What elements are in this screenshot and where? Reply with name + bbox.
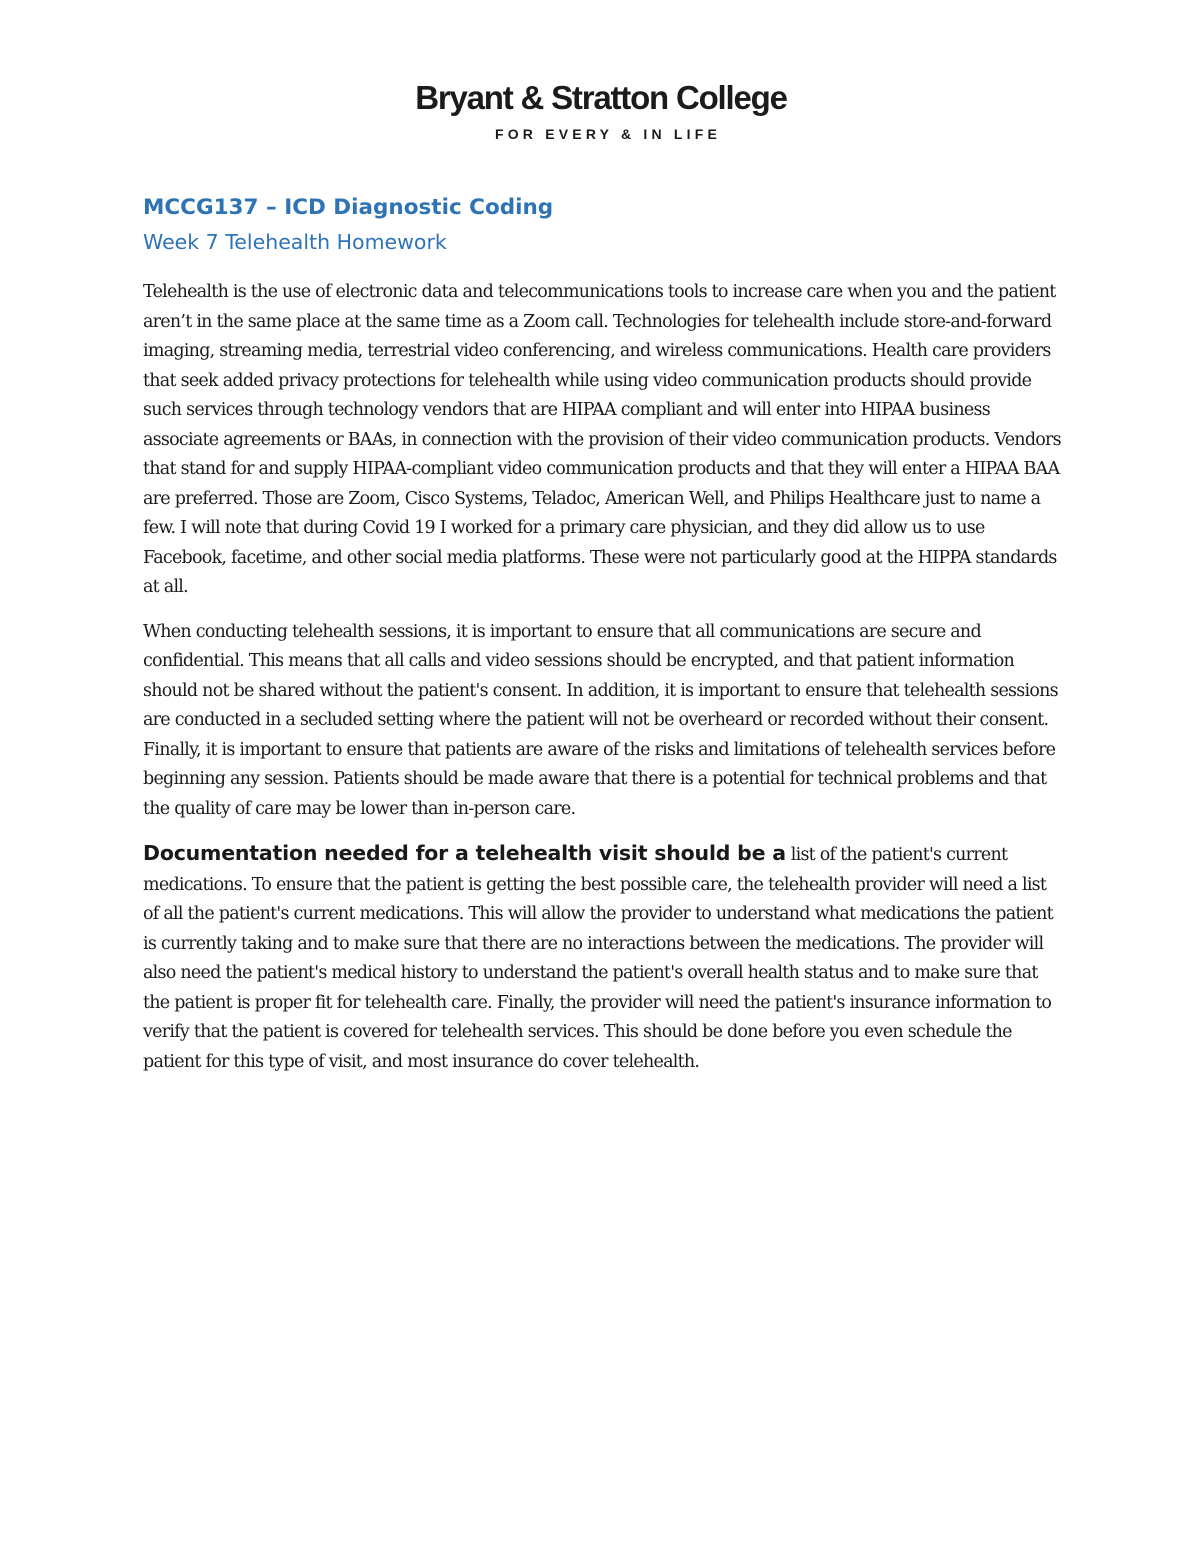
logo-tagline: FOR EVERY & IN LIFE [494,126,722,142]
paragraph-telehealth-definition: Telehealth is the use of electronic data and telecommunications tools to increase care when you and the patient aren’t in the same place at the same time as a Zoom call. Technologies for telehealth include store-and-forward imaging, streaming media, terrestrial video conferencing, and wireless communications. Health care providers that seek added privacy protections for telehealth while using video communication products should provide such services through technology vendors that are HIPAA compliant and will enter into HIPAA business associate agreements or BAAs, in connection with the provision of their video communication products. Vendors that stand for and supply HIPAA-compliant video communication products and that they will enter a HIPAA BAA are preferred. Those are Zoom, Cisco Systems, Teladoc, American Well, and Philips Healthcare just to name a few. I will note that during Covid 19 I worked for a primary care physician, and they did allow us to use Facebook, facetime, and other social media platforms. These were not particularly good at the HIPPA standards at all. [143,282,1061,597]
assignment-title: Week 7 Telehealth Homework [143,230,447,254]
paragraph-security: When conducting telehealth sessions, it is important to ensure that all communications are secure and confidential. This means that all calls and video sessions should be encrypted, and that patient information should not be shared without the patient's consent. In addition, it is important to ensure that telehealth sessions are conducted in a secluded setting where the patient will not be overheard or recorded without their consent. Finally, it is important to ensure that patients are aware of the risks and limitations of telehealth services before beginning any session. Patients should be made aware that there is a potential for technical problems and that the quality of care may be lower than in-person care. [143,621,1058,819]
paragraph-documentation-text: list of the patient's current medications. To ensure that the patient is getting the best possible care, the telehealth provider will need a list of all the patient's current medications. This will allow the provider to understand what medications the patient is currently taking and to make sure that there are no interactions between the medications. The provider will also need the patient's medical history to understand the patient's overall health status and to make sure that the patient is proper fit for telehealth care. Finally, the provider will need the patient's insurance information to verify that the patient is covered for telehealth services. This should be done before you even schedule the patient for this type of visit, and most insurance do cover telehealth. [143,845,1053,1072]
document-body [143,192,1063,1077]
logo-wordmark: Bryant & Stratton College [415,79,787,116]
paragraph-documentation [143,839,1063,1077]
paragraph-lead-phrase: Documentation needed for a telehealth visit should be a [143,841,786,865]
course-title: MCCG137 – ICD Diagnostic Coding [143,195,554,220]
college-logo [0,78,1200,144]
